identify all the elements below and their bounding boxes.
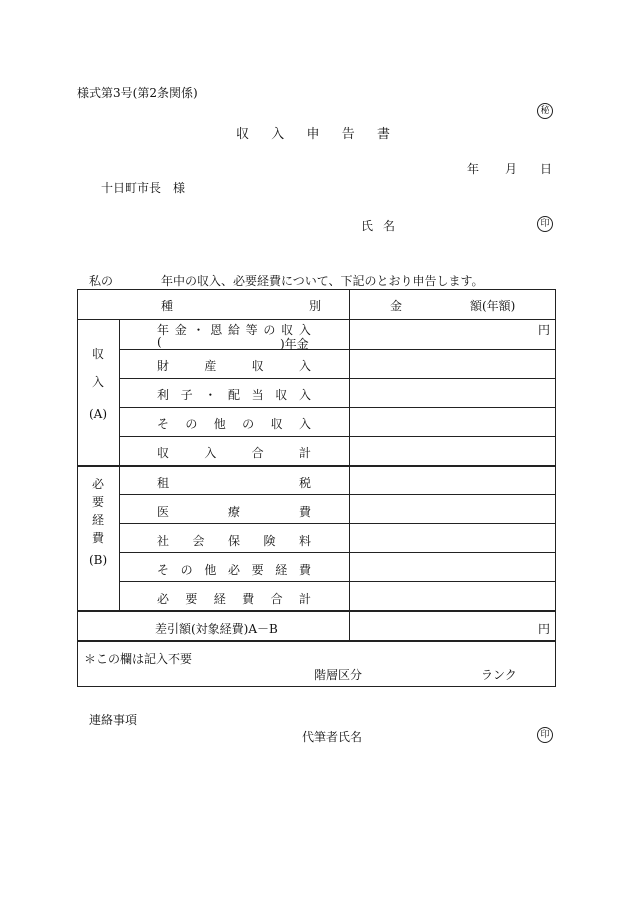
income-row-total <box>157 444 311 461</box>
pension-type-close: )年金 <box>280 337 309 351</box>
row-char: ・ <box>192 323 205 337</box>
form-number: 様式第3号(第2条関係) <box>77 86 198 100</box>
row-char: 計 <box>298 592 311 606</box>
row-char: 必 <box>157 592 170 606</box>
row-char: 給 <box>227 323 240 337</box>
row-char: 要 <box>251 563 264 577</box>
expense-group-char: 経 <box>92 513 105 527</box>
row-char: 要 <box>185 592 198 606</box>
column-header-amount: 金 <box>390 299 403 313</box>
expense-row-other <box>157 561 311 578</box>
income-group-char: 収 <box>92 347 105 361</box>
header-char: 別 <box>308 299 321 313</box>
row-char: 費 <box>298 563 311 577</box>
row-char: 税 <box>298 476 311 490</box>
row-char: 計 <box>298 446 311 460</box>
expense-row-tax <box>157 474 311 491</box>
income-group-char: 入 <box>92 375 105 389</box>
row-char: 入 <box>298 417 311 431</box>
row-char: そ <box>157 563 170 577</box>
row-char: 配 <box>227 388 240 402</box>
row-char: 財 <box>157 359 170 373</box>
row-char: 経 <box>213 592 226 606</box>
office-use-note: ＊この欄は記入不要 <box>84 652 193 666</box>
date-month: 月 <box>505 162 518 176</box>
amount-unit-yen: 円 <box>538 323 551 337</box>
date-day: 日 <box>540 162 553 176</box>
tier-label: 階層区分 <box>314 668 363 682</box>
row-char: 等 <box>245 323 258 337</box>
document-title <box>236 123 390 142</box>
row-char: 他 <box>204 563 217 577</box>
expense-row-medical <box>157 503 311 520</box>
row-char: 収 <box>270 417 283 431</box>
pension-type-open: ( <box>157 335 162 349</box>
title-char: 入 <box>271 127 285 142</box>
title-char: 収 <box>236 127 250 142</box>
income-group-code: (A) <box>89 407 108 421</box>
row-char: 収 <box>275 388 288 402</box>
row-char: 恩 <box>210 323 223 337</box>
row-char: 費 <box>242 592 255 606</box>
row-char: 他 <box>213 417 226 431</box>
column-header-amount-annual: 額(年額) <box>470 299 516 313</box>
row-char: 子 <box>180 388 193 402</box>
row-char: 合 <box>270 592 283 606</box>
declaration-text: 年中の収入、必要経費について、下記のとおり申告します。 <box>161 274 484 288</box>
expense-group-char: 必 <box>92 477 105 491</box>
row-char: 収 <box>157 446 170 460</box>
row-char: 合 <box>251 446 264 460</box>
row-char: 費 <box>298 505 311 519</box>
date-year: 年 <box>467 162 480 176</box>
row-char: 収 <box>251 359 264 373</box>
row-char: そ <box>157 417 170 431</box>
contact-label: 連絡事項 <box>89 713 138 727</box>
header-char: 種 <box>161 299 174 313</box>
expense-group-char: 要 <box>92 495 105 509</box>
row-char: 租 <box>157 476 170 490</box>
row-char: 金 <box>174 323 187 337</box>
row-char: 収 <box>281 323 294 337</box>
row-char: の <box>263 323 276 337</box>
declaration-prefix: 私の <box>89 274 114 288</box>
row-char: 当 <box>251 388 264 402</box>
name-label <box>361 217 395 234</box>
expense-group-char: 費 <box>92 531 105 545</box>
income-row-property <box>157 357 311 374</box>
income-row-interest-dividend <box>157 386 311 403</box>
confidential-mark: 秘 <box>537 103 553 119</box>
column-header-kind <box>161 297 321 314</box>
row-char: 産 <box>204 359 217 373</box>
difference-label: 差引額(対象経費)A－B <box>155 622 278 636</box>
row-char: 経 <box>275 563 288 577</box>
row-char: 料 <box>298 534 311 548</box>
row-char: 入 <box>298 359 311 373</box>
row-char: 利 <box>157 388 170 402</box>
row-char: 会 <box>192 534 205 548</box>
name-label-char: 名 <box>382 219 395 233</box>
difference-unit-yen: 円 <box>538 622 551 636</box>
expense-row-social-insurance <box>157 532 311 549</box>
expense-row-total <box>157 590 311 607</box>
row-char: 入 <box>298 388 311 402</box>
row-char: 必 <box>227 563 240 577</box>
title-char: 書 <box>376 127 390 142</box>
row-char: 入 <box>298 323 311 337</box>
expense-group-code: (B) <box>89 553 108 567</box>
row-char: の <box>185 417 198 431</box>
row-char: 年 <box>157 323 170 337</box>
row-char: の <box>180 563 193 577</box>
income-declaration-table <box>77 289 556 687</box>
rank-label: ランク <box>481 668 517 682</box>
seal-mark: 印 <box>537 216 553 232</box>
proxy-seal-mark: 印 <box>537 727 553 743</box>
title-char: 申 <box>306 127 320 142</box>
income-row-other <box>157 415 311 432</box>
row-char: 険 <box>263 534 276 548</box>
title-char: 告 <box>341 127 355 142</box>
row-char: 社 <box>157 534 170 548</box>
row-char: 医 <box>157 505 170 519</box>
proxy-name-label: 代筆者氏名 <box>302 730 363 744</box>
row-char: ・ <box>204 388 217 402</box>
row-char: 保 <box>227 534 240 548</box>
addressee: 十日町市長 様 <box>101 181 186 195</box>
name-label-char: 氏 <box>361 219 374 233</box>
row-char: 入 <box>204 446 217 460</box>
row-char: の <box>242 417 255 431</box>
row-char: 療 <box>227 505 240 519</box>
